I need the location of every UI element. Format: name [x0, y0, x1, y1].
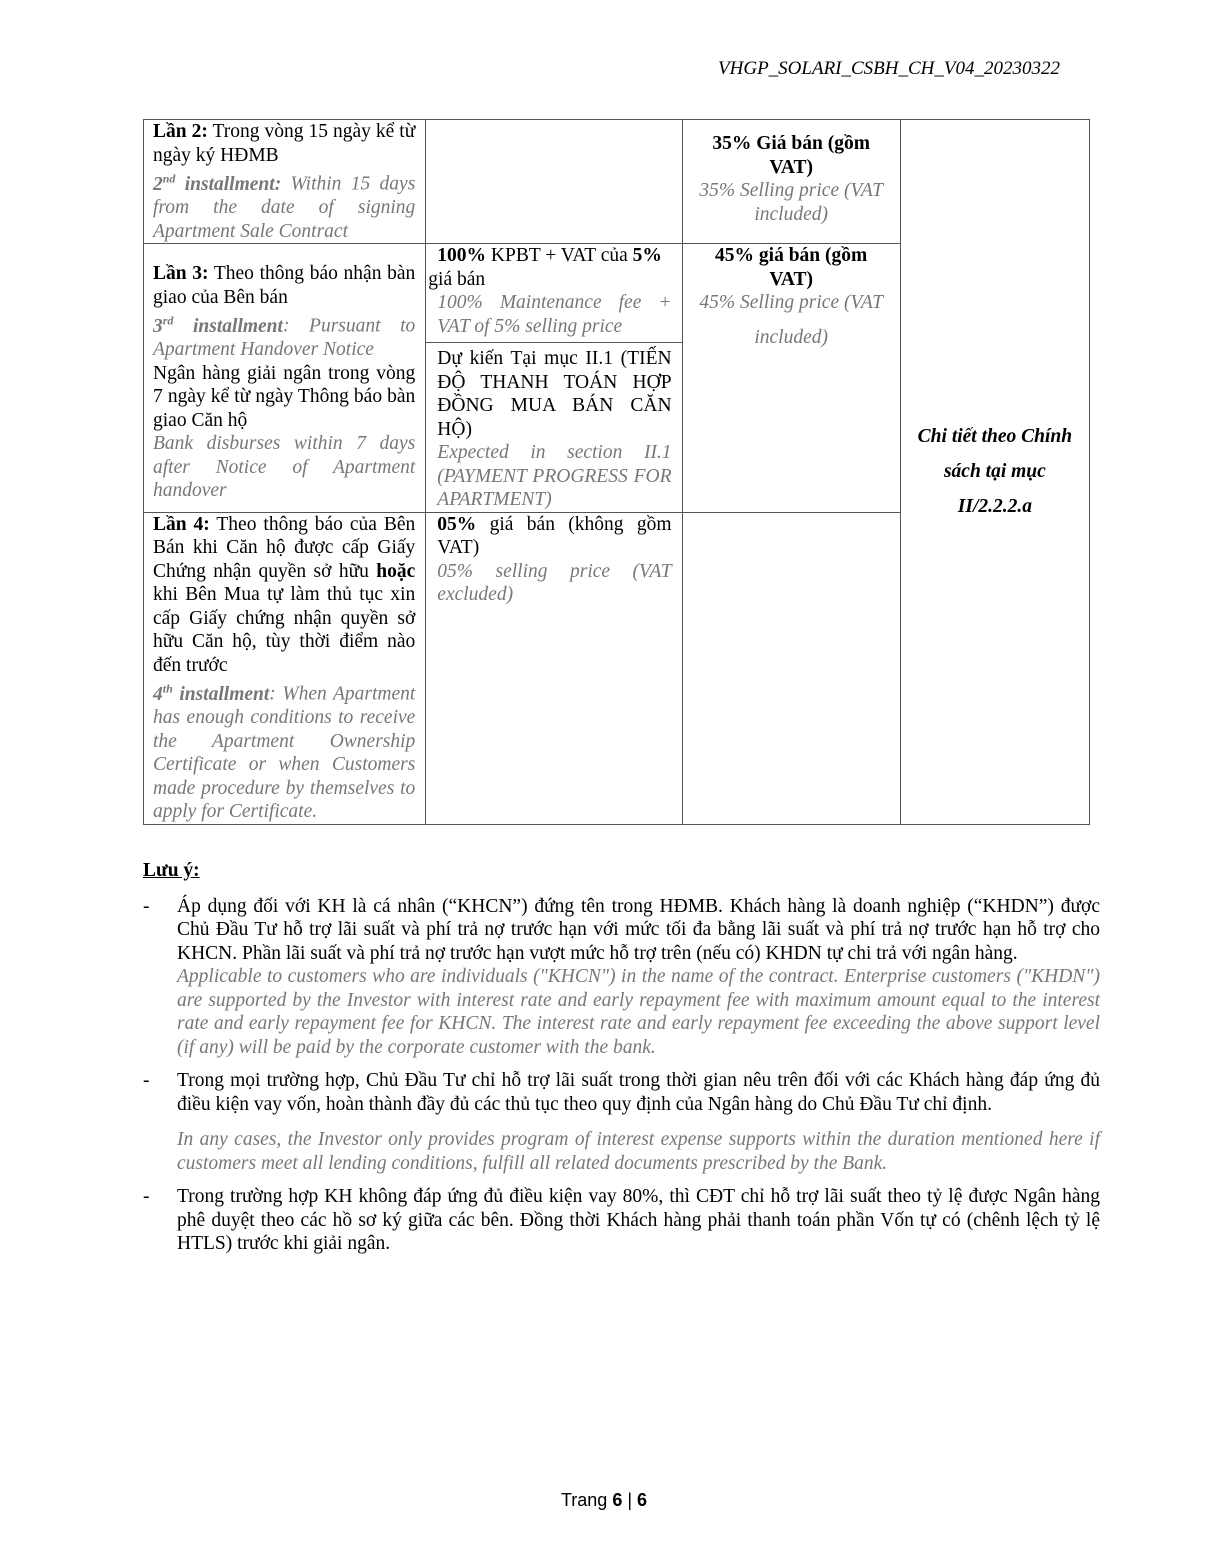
expected-section: Dự kiến Tại mục II.1 (TIẾN ĐỘ THANH TOÁN HỢP ĐỒNG MUA BÁN CĂN HỘ) Expected in section II.1 (PAYMENT PROGRESS FOR APARTMENT): [426, 342, 681, 512]
notes-title: Lưu ý:: [143, 860, 200, 881]
fee-cell: 05% giá bán (không gồm VAT) 05% selling price (VAT excluded): [426, 512, 682, 824]
page-number: 6: [612, 1490, 623, 1510]
installment-2-cell: Lần 2: Trong vòng 15 ngày kể từ ngày ký HĐMB 2nd installment: Within 15 days from the date of signing Apartment Sale Contract: [144, 120, 426, 244]
installment-3-cell: Lần 3: Theo thông báo nhận bàn giao của Bên bán 3rd installment: Pursuant to Apartment Handover Notice Ngân hàng giải ngân trong vòng 7 ngày kể từ ngày Thông báo bàn giao Căn hộ Bank disburses within 7 days after Notice of Apartment handover: [144, 244, 426, 513]
detail-cell: [900, 120, 1089, 825]
list-item: - Áp dụng đối với KH là cá nhân (“KHCN”) đứng tên trong HĐMB. Khách hàng là doanh nghiệp (“KHDN”) được Chủ Đầu Tư hỗ trợ lãi suất và phí trả nợ trước hạn với mức tối đa bằng lãi suất và phí trả nợ trước hạn hỗ trợ cho KHCN. Phần lãi suất và phí trả nợ trước hạn vượt mức hỗ trợ trên (nếu có) KHDN tự chi trả với ngân hàng. Applicable to customers who are individuals ("KHCN") in the name of the contract. Enterprise customers ("KHDN") are supported by the Investor with interest rate and early repayment fee with maximum amount equal to the interest rate and early repayment fee for KHCN. The interest rate and early repayment fee exceeding the above support level (if any) will be paid by the corporate customer with the bank.: [143, 895, 1100, 1058]
fee-cell-empty: [426, 120, 682, 244]
installment-4-cell: Lần 4: Theo thông báo của Bên Bán khi Căn hộ được cấp Giấy Chứng nhận quyền sở hữu hoặc khi Bên Mua tự làm thủ tục xin cấp Giấy chứng nhận quyền sở hữu Căn hộ, tùy thời điểm nào đến trước 4th installment: When Apartment has enough conditions to receive the Apartment Ownership Certificate or when Customers made procedure by themselves to apply for Certificate.: [144, 512, 426, 824]
payment-cell: 35% Giá bán (gồm VAT) 35% Selling price (VAT included): [682, 120, 900, 244]
installment-label: Lần 4:: [153, 513, 210, 535]
table-row: [144, 120, 1090, 244]
fee-cell: 100% KPBT + VAT của 5% giá bán 100% Maintenance fee + VAT of 5% selling price Dự kiến Tại mục II.1 (TIẾN ĐỘ THANH TOÁN HỢP ĐỒNG MUA BÁN CĂN HỘ) Expected in section II.1 (PAYMENT PROGRESS FOR APARTMENT): [426, 244, 682, 513]
list-item: - Trong trường hợp KH không đáp ứng đủ điều kiện vay 80%, thì CĐT chỉ hỗ trợ lãi suất theo tỷ lệ được Ngân hàng phê duyệt theo các hồ sơ ký giữa các bên. Đồng thời Khách hàng phải thanh toán phần Vốn tự có (chênh lệch tỷ lệ HTLS) trước khi giải ngân.: [143, 1186, 1100, 1254]
installment-label: Lần 3:: [153, 263, 209, 284]
installment-label: Lần 2:: [153, 121, 208, 142]
page-footer: Trang 6 | 6: [560, 1490, 648, 1510]
page-total: 6: [637, 1490, 648, 1510]
notes-section: [143, 859, 1100, 1266]
list-item: - Trong mọi trường hợp, Chủ Đầu Tư chỉ hỗ trợ lãi suất trong thời gian nêu trên đối với các Khách hàng đáp ứng đủ điều kiện vay vốn, hoàn thành đầy đủ các thủ tục theo quy định của Ngân hàng do Chủ Đầu Tư chỉ định. In any cases, the Investor only provides program of interest expense supports within the duration mentioned here if customers meet all lending conditions, fulfill all related documents prescribed by the Bank.: [143, 1070, 1100, 1174]
payment-cell-empty: [682, 512, 900, 824]
policy-reference: Chi tiết theo Chính sách tại mục II/2.2.2.a: [917, 426, 1073, 518]
payment-schedule-table: [143, 119, 1090, 825]
payment-cell: 45% giá bán (gồm VAT) 45% Selling price (VAT included): [682, 244, 900, 513]
document-code: VHGP_SOLARI_CSBH_CH_V04_20230322: [718, 58, 1060, 79]
